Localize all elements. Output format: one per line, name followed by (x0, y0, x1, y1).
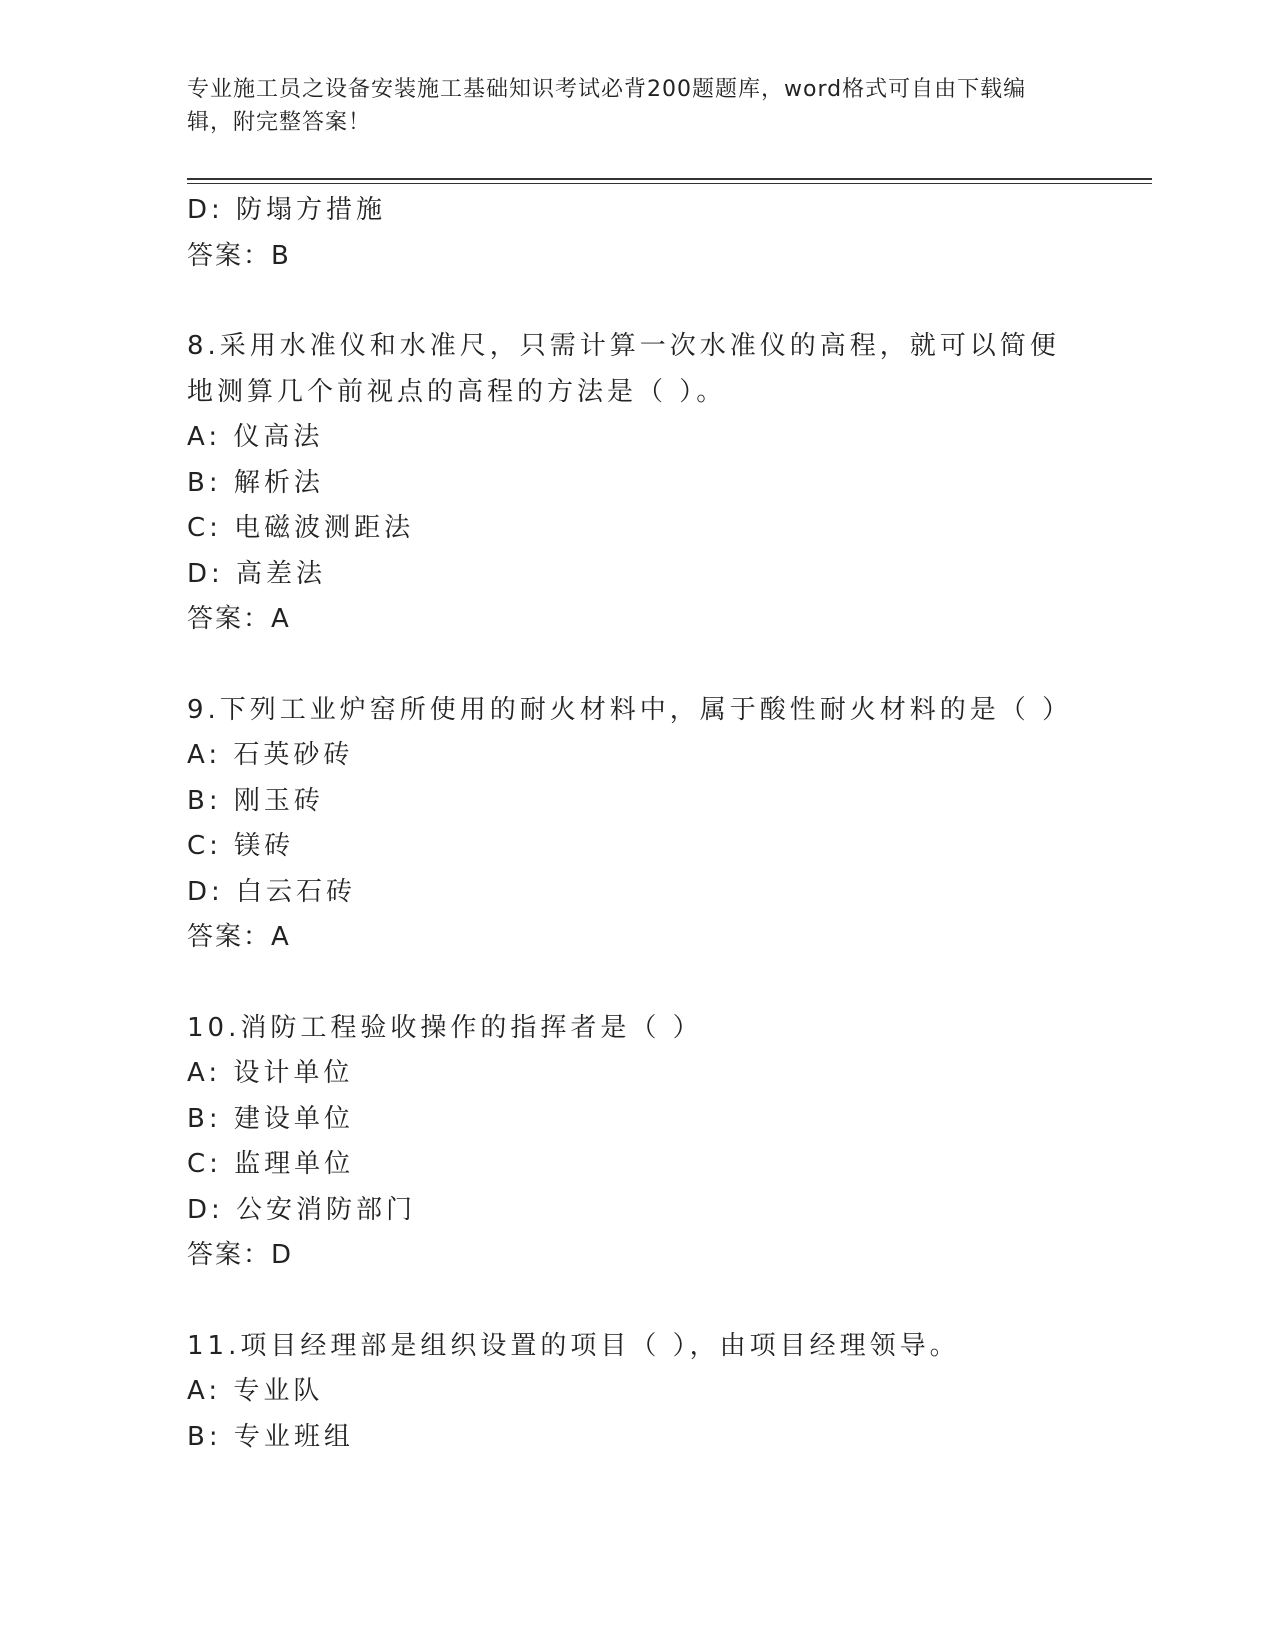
question-list (187, 188, 1087, 1460)
question-stem: 11.项目经理部是组织设置的项目（ ），由项目经理领导。 (187, 1330, 960, 1361)
option-b: B: 解析法 (187, 467, 324, 498)
option-d: D: 防塌方措施 (187, 195, 387, 225)
question-11 (187, 1324, 1087, 1461)
option-d: D: 公安消防部门 (187, 1194, 417, 1225)
header-divider-thick (187, 178, 1152, 180)
question-9 (187, 688, 1087, 961)
option-a: A: 石英砂砖 (187, 740, 354, 770)
option-a: A: 专业队 (187, 1376, 324, 1406)
question-stem: 9.下列工业炉窑所使用的耐火材料中，属于酸性耐火材料的是（ ） (187, 694, 1073, 725)
option-b: B: 刚玉砖 (187, 785, 324, 816)
answer: 答案：A (187, 922, 291, 952)
option-d: D: 白云石砖 (187, 876, 357, 907)
answer: 答案：D (187, 1240, 294, 1270)
document-header: 专业施工员之设备安装施工基础知识考试必背200题题库，word格式可自由下载编辑，附完整答案！ (187, 77, 1027, 135)
question-stem: 8.采用水准仪和水准尺，只需计算一次水准仪的高程，就可以简便地测算几个前视点的高程的方法是（ ）。 (187, 331, 1060, 407)
option-d: D: 高差法 (187, 558, 327, 589)
option-b: B: 建设单位 (187, 1103, 354, 1134)
question-10 (187, 1006, 1087, 1279)
header-divider-thin (187, 183, 1152, 184)
option-b: B: 专业班组 (187, 1421, 354, 1452)
option-a: A: 设计单位 (187, 1058, 354, 1088)
answer: 答案：A (187, 604, 291, 634)
question-stem: 10.消防工程验收操作的指挥者是（ ） (187, 1012, 703, 1043)
option-c: C: 镁砖 (187, 831, 295, 861)
question-8 (187, 324, 1087, 643)
answer: 答案：B (187, 240, 291, 271)
option-c: C: 监理单位 (187, 1149, 355, 1179)
option-c: C: 电磁波测距法 (187, 513, 415, 543)
option-a: A: 仪高法 (187, 422, 324, 452)
